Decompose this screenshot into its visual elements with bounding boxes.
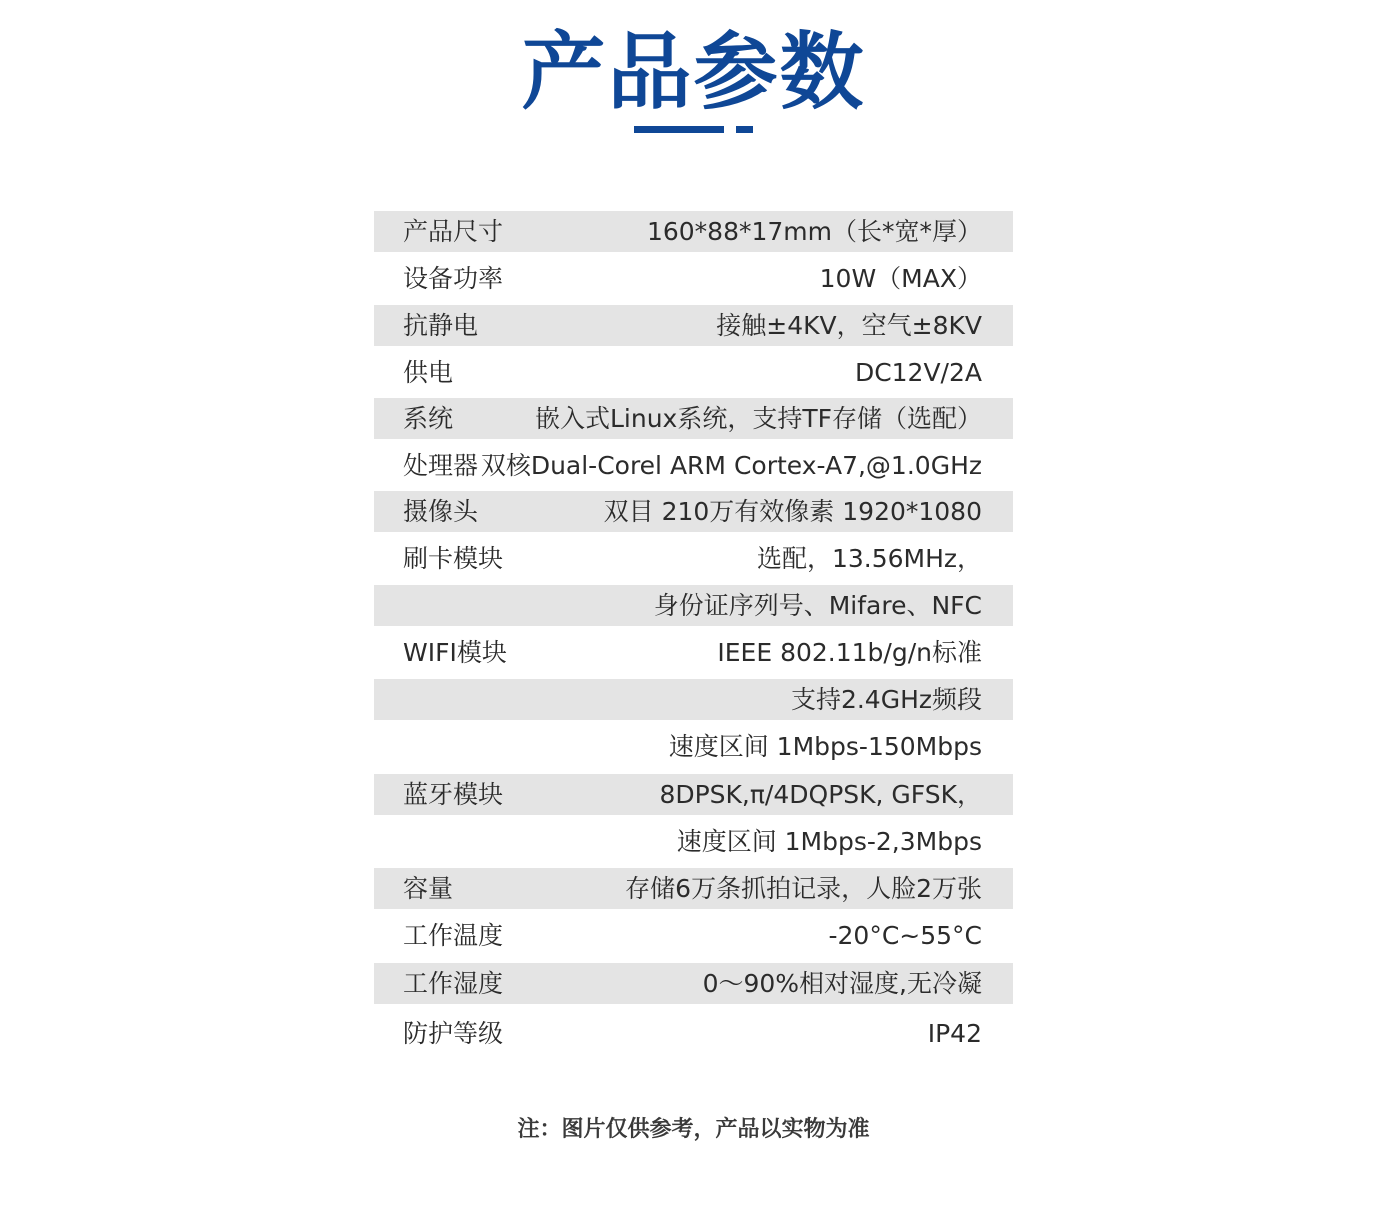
spec-row-wifi-cont — [374, 679, 1013, 720]
spec-label: 系统 — [403, 404, 454, 433]
spec-row-capacity — [374, 868, 1013, 909]
spec-row-wifi-cont — [374, 726, 1013, 767]
spec-row-esd — [374, 305, 1013, 346]
spec-label: 刷卡模块 — [403, 544, 504, 573]
spec-label: 摄像头 — [403, 497, 479, 526]
spec-value: IEEE 802.11b/g/n标准 — [717, 638, 982, 667]
spec-value: 8DPSK,π/4DQPSK, GFSK， — [659, 780, 982, 809]
title-underline-long — [634, 126, 724, 133]
spec-row-humidity — [374, 963, 1013, 1004]
spec-row-size — [374, 211, 1013, 252]
page-title: 产品参数 — [521, 23, 866, 121]
footnote: 注：图片仅供参考，产品以实物为准 — [517, 1117, 870, 1142]
spec-row-processor — [374, 445, 1013, 486]
spec-row-camera — [374, 491, 1013, 532]
spec-row-card-module-cont — [374, 585, 1013, 626]
spec-label: 处理器 — [403, 451, 479, 480]
spec-value: 速度区间 1Mbps-2,3Mbps — [676, 827, 982, 856]
spec-row-power — [374, 258, 1013, 299]
spec-value: 双目 210万有效像素 1920*1080 — [603, 497, 982, 526]
spec-value: 10W（MAX） — [819, 264, 982, 293]
spec-value: 160*88*17mm（长*宽*厚） — [646, 217, 982, 246]
spec-value: -20°C~55°C — [828, 921, 982, 950]
spec-label: 设备功率 — [403, 264, 504, 293]
spec-row-system — [374, 398, 1013, 439]
spec-row-bluetooth-cont — [374, 821, 1013, 862]
spec-value: 身份证序列号、Mifare、NFC — [653, 591, 982, 620]
spec-value: 嵌入式Linux系统，支持TF存储（选配） — [534, 404, 982, 433]
spec-value: 存储6万条抓拍记录，人脸2万张 — [625, 874, 982, 903]
spec-label: 防护等级 — [403, 1019, 504, 1048]
spec-label: 蓝牙模块 — [403, 780, 504, 809]
spec-label: WIFI模块 — [403, 638, 507, 667]
title-underline-short — [736, 126, 753, 133]
spec-value: 0～90%相对湿度,无冷凝 — [702, 969, 982, 998]
spec-row-card-module — [374, 538, 1013, 579]
spec-row-wifi — [374, 632, 1013, 673]
spec-label: 工作湿度 — [403, 969, 504, 998]
spec-value: 接触±4KV，空气±8KV — [716, 311, 982, 340]
spec-value: 选配，13.56MHz， — [756, 544, 982, 573]
spec-row-temperature — [374, 915, 1013, 956]
spec-label: 工作温度 — [403, 921, 504, 950]
spec-label: 容量 — [403, 874, 454, 903]
spec-value: 支持2.4GHz频段 — [790, 685, 982, 714]
spec-value: 双核Dual-Corel ARM Cortex-A7,@1.0GHz — [480, 451, 982, 480]
spec-value: IP42 — [927, 1019, 982, 1048]
spec-row-protection — [374, 1013, 1013, 1054]
spec-label: 产品尺寸 — [403, 217, 504, 246]
spec-value: DC12V/2A — [854, 358, 982, 387]
spec-row-supply — [374, 352, 1013, 393]
spec-label: 抗静电 — [403, 311, 479, 340]
spec-row-bluetooth — [374, 774, 1013, 815]
spec-label: 供电 — [403, 358, 454, 387]
spec-value: 速度区间 1Mbps-150Mbps — [668, 732, 982, 761]
